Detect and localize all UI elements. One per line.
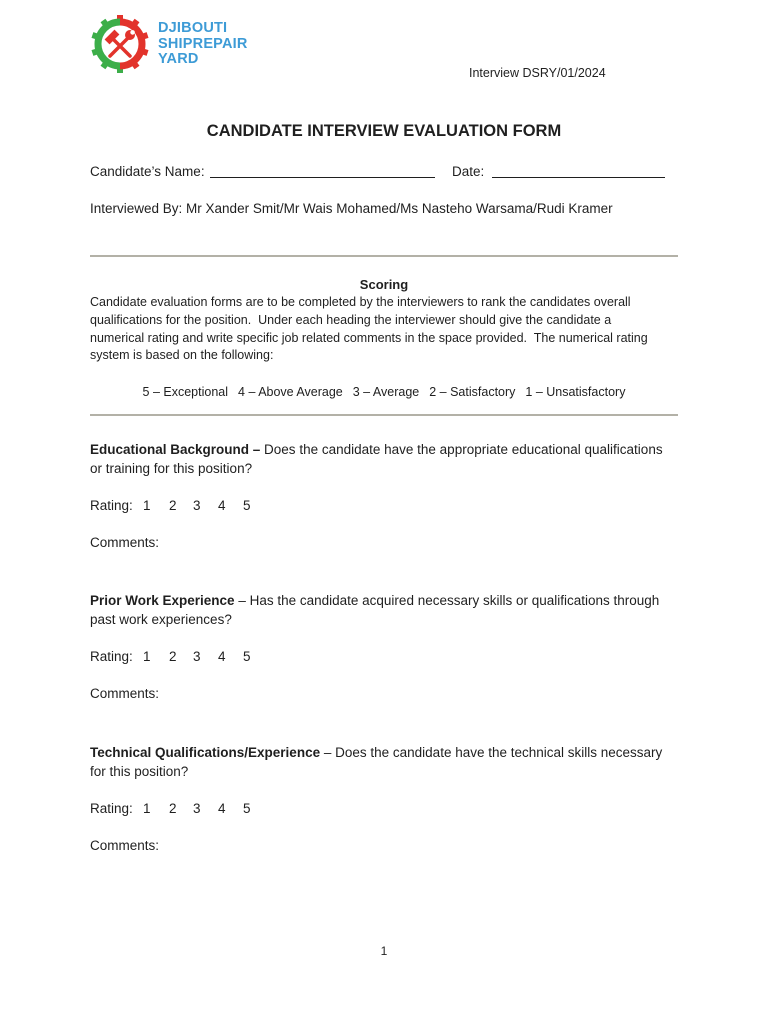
date-label: Date: <box>452 164 485 179</box>
question-line <box>90 743 662 762</box>
company-logo-text <box>158 21 248 68</box>
scoring-heading: Scoring <box>359 277 409 292</box>
scale-item: 2 – Satisfactory <box>429 385 516 399</box>
section-educational-background <box>90 440 690 552</box>
rating-option: 5 <box>243 649 251 664</box>
rating-row <box>90 647 390 666</box>
paragraph-line: numerical rating and write specific job related comments in the space provided. The numerical rating <box>90 330 648 345</box>
rating-label: Rating: <box>90 649 133 664</box>
interview-reference: Interview DSRY/01/2024 <box>469 66 606 80</box>
logo-line-1: DJIBOUTI <box>158 20 228 36</box>
shipyard-logo-icon <box>88 12 152 76</box>
scoring-paragraph <box>90 294 648 365</box>
question-line <box>90 440 663 459</box>
paragraph-line: Candidate evaluation forms are to be completed by the interviewers to rank the candidates overall <box>90 295 631 309</box>
rating-option: 2 <box>169 649 177 664</box>
scale-item: 3 – Average <box>352 385 420 399</box>
question-text: Does the candidate have the appropriate educational qualifications <box>264 442 663 457</box>
rating-option: 5 <box>243 801 251 816</box>
rating-option: 2 <box>169 801 177 816</box>
rating-label: Rating: <box>90 498 133 513</box>
rating-option: 1 <box>143 498 151 513</box>
form-title: CANDIDATE INTERVIEW EVALUATION FORM <box>206 122 562 140</box>
rating-row <box>90 799 390 818</box>
section-title: Educational Background – <box>90 442 261 457</box>
rating-option: 5 <box>243 498 251 513</box>
page-number: 1 <box>380 944 388 958</box>
question-line <box>90 591 659 610</box>
rating-option: 1 <box>143 801 151 816</box>
question-text: – Does the candidate have the technical skills necessary <box>323 745 663 760</box>
logo-line-3: YARD <box>158 51 199 67</box>
rating-option: 3 <box>193 649 201 664</box>
rating-option: 4 <box>218 649 226 664</box>
section-divider <box>90 255 678 257</box>
rating-scale <box>0 383 768 401</box>
candidate-info-row <box>90 162 678 182</box>
date-blank <box>492 177 665 178</box>
interviewed-by: Interviewed By: Mr Xander Smit/Mr Wais Mohamed/Ms Nasteho Warsama/Rudi Kramer <box>90 201 613 216</box>
rating-row <box>90 496 390 515</box>
section-divider <box>90 414 678 416</box>
comments-label: Comments: <box>90 838 160 853</box>
comments-label: Comments: <box>90 535 160 550</box>
scale-item: 1 – Unsatisfactory <box>525 385 626 399</box>
paragraph-line: system is based on the following: <box>90 348 274 363</box>
candidate-name-blank <box>210 177 435 178</box>
paragraph-line: qualifications for the position. Under each heading the interviewer should give the candidate a <box>90 312 612 327</box>
rating-option: 3 <box>193 801 201 816</box>
section-title: Technical Qualifications/Experience <box>90 745 321 760</box>
question-text: – Has the candidate acquired necessary skills or qualifications through <box>238 593 660 608</box>
rating-label: Rating: <box>90 801 133 816</box>
section-title: Prior Work Experience <box>90 593 235 608</box>
logo-line-2: SHIPREPAIR <box>158 35 248 52</box>
scale-item: 5 – Exceptional <box>142 385 229 399</box>
scale-item: 4 – Above Average <box>238 385 343 399</box>
section-prior-work-experience <box>90 591 690 703</box>
gear-hammer-wrench-icon <box>88 12 152 76</box>
question-line: past work experiences? <box>90 612 232 627</box>
rating-option: 4 <box>218 801 226 816</box>
candidate-name-label: Candidate’s Name: <box>90 164 205 179</box>
rating-option: 1 <box>143 649 151 664</box>
section-technical-qualifications <box>90 743 690 855</box>
comments-label: Comments: <box>90 686 160 701</box>
rating-option: 2 <box>169 498 177 513</box>
rating-option: 4 <box>218 498 226 513</box>
question-line: for this position? <box>90 764 189 779</box>
rating-option: 3 <box>193 498 201 513</box>
question-line: or training for this position? <box>90 461 253 476</box>
